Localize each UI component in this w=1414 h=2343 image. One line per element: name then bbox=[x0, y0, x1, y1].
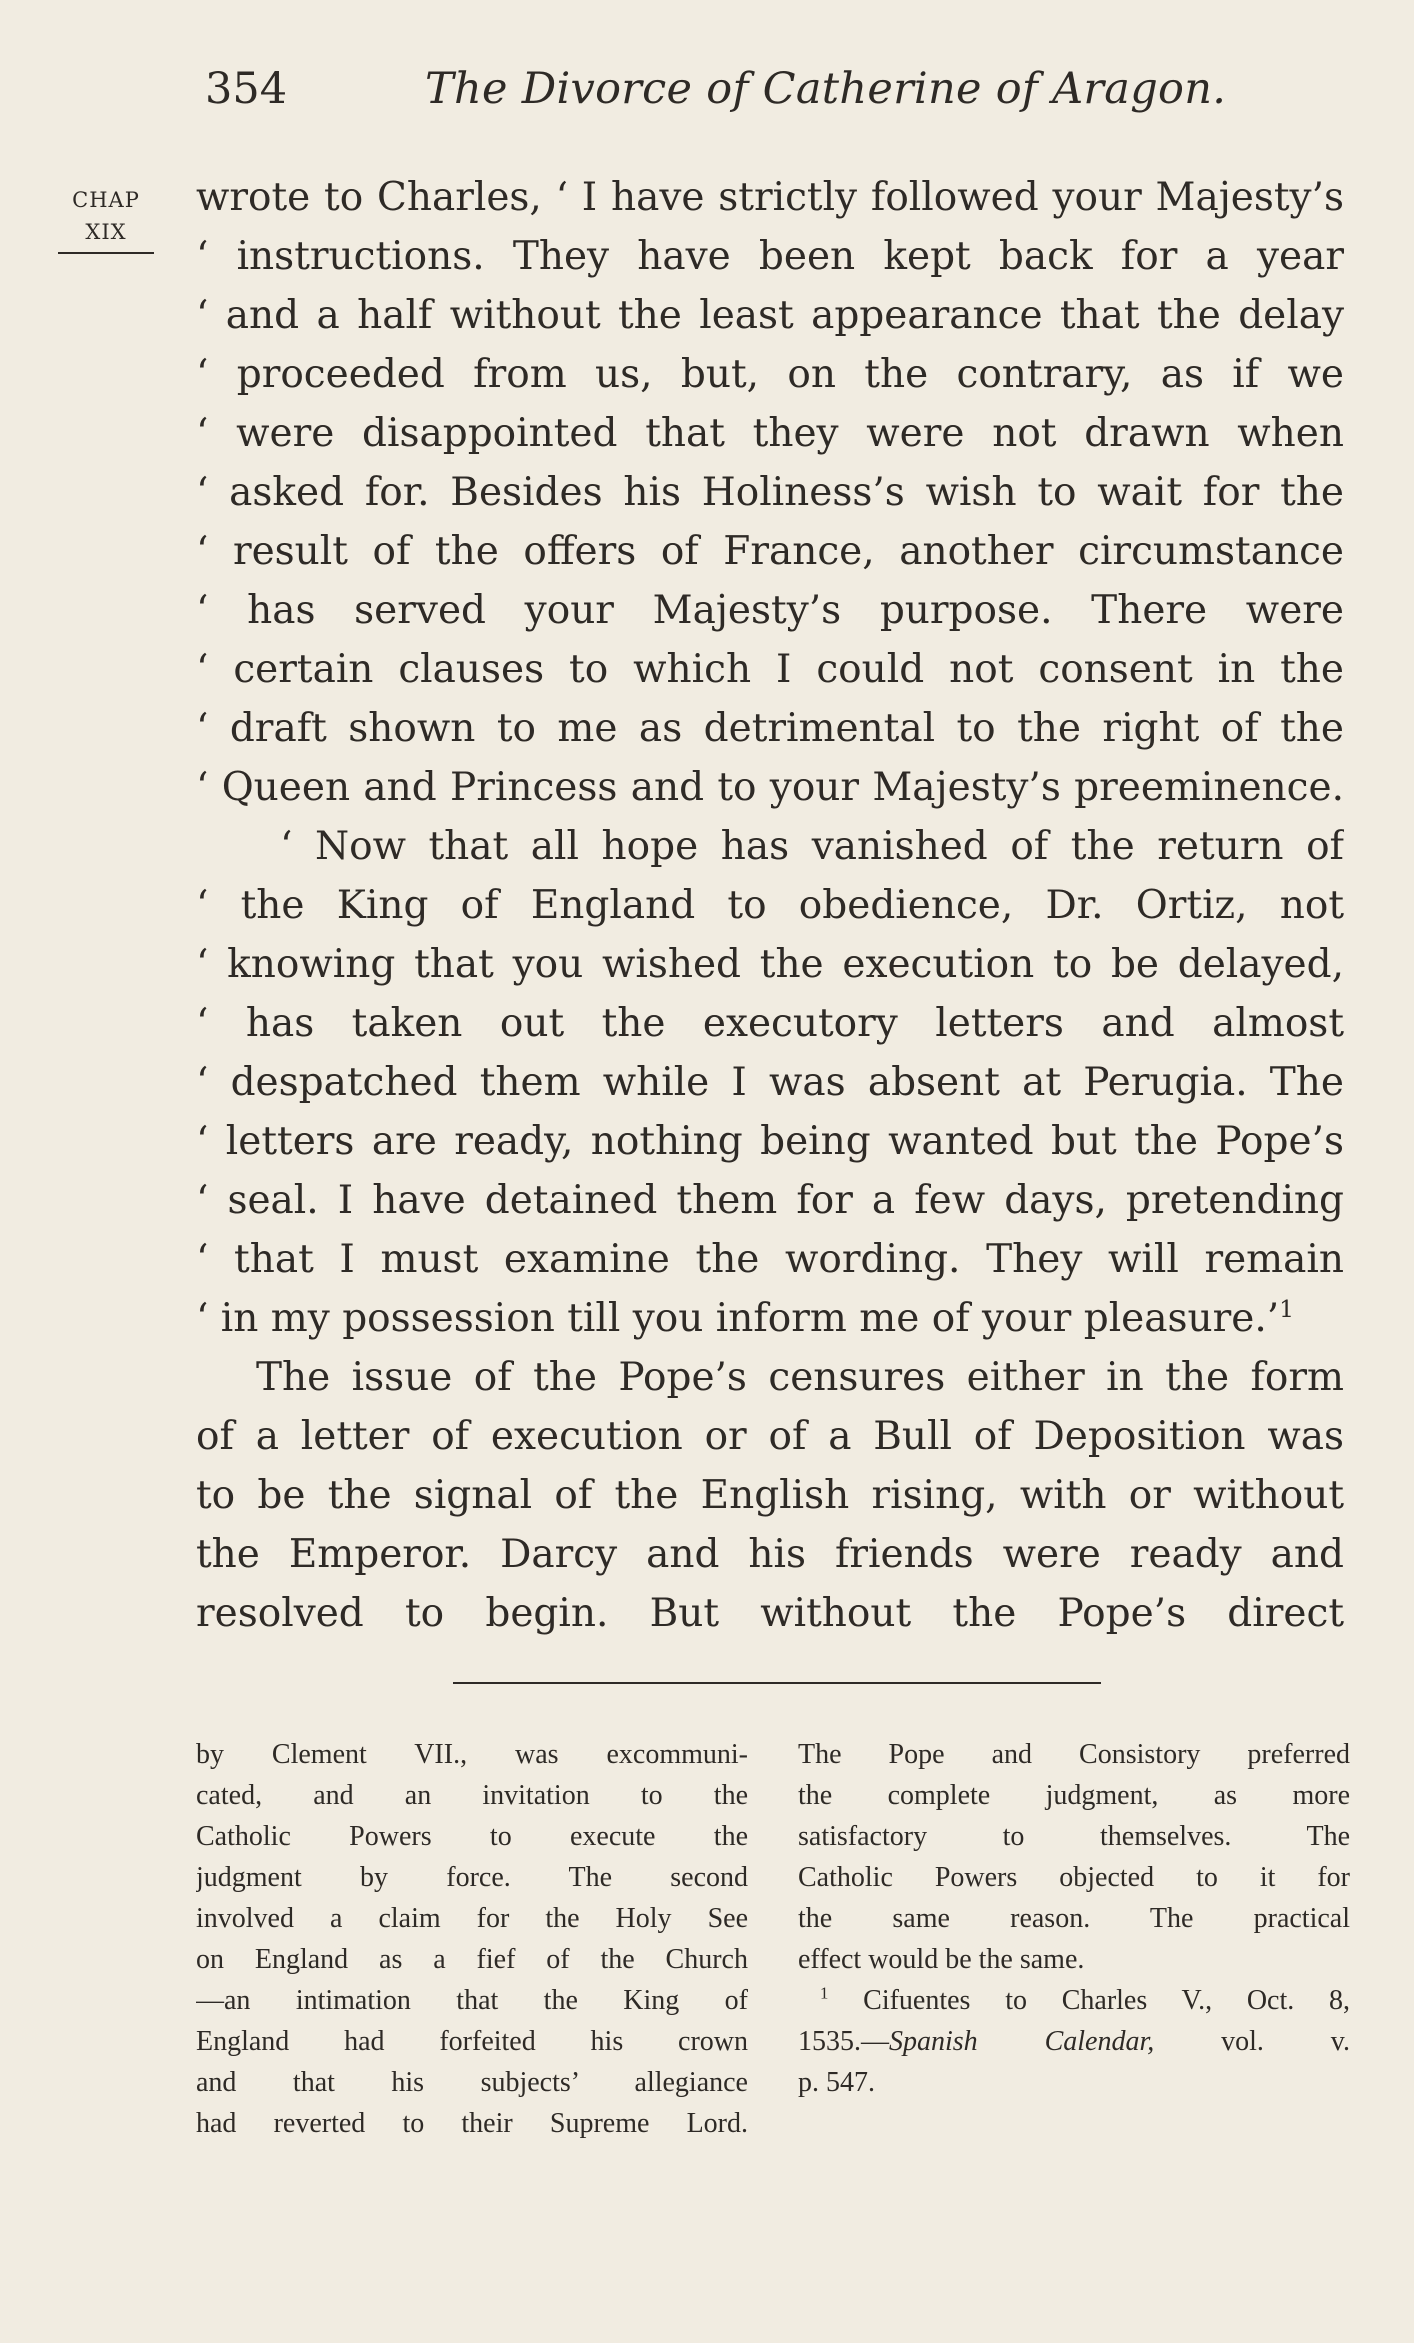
body-line-with-note bbox=[196, 1289, 1344, 1348]
footnote-line: cated, and an invitation to the bbox=[196, 1780, 748, 1811]
body-line: ‘ draft shown to me as detrimental to the right of the bbox=[196, 706, 1344, 751]
footnote-line: England had forfeited his crown bbox=[196, 2026, 748, 2057]
running-title: The Divorce of Catherine of Aragon. bbox=[425, 64, 1227, 114]
footnote-marker: 1 bbox=[820, 1983, 829, 2003]
body-line: ‘ Queen and Princess and to your Majesty’s preeminence. bbox=[196, 765, 1344, 810]
body-line: the Emperor. Darcy and his friends were ready and bbox=[196, 1532, 1344, 1577]
body-line: to be the signal of the English rising, with or without bbox=[196, 1473, 1344, 1518]
footnote-1-source-title: Spanish Calendar, bbox=[889, 2026, 1155, 2057]
page-header bbox=[205, 64, 1345, 134]
footnote-line: by Clement VII., was excommuni- bbox=[196, 1739, 748, 1770]
footnote-column-right bbox=[798, 1734, 1350, 2103]
chapter-rule bbox=[58, 252, 154, 254]
body-line: ‘ the King of England to obedience, Dr. Ortiz, not bbox=[196, 883, 1344, 928]
body-line: ‘ has served your Majesty’s purpose. There were bbox=[196, 588, 1344, 633]
footnote-line: and that his subjects’ allegiance bbox=[196, 2067, 748, 2098]
chapter-marker bbox=[56, 184, 156, 254]
footnote-1-year: 1535.— bbox=[798, 2026, 889, 2057]
body-line: ‘ in my possession till you inform me of your pleasure.’ bbox=[196, 1296, 1280, 1341]
footnote-line: Catholic Powers objected to it for bbox=[798, 1862, 1350, 1893]
footnote-line: Catholic Powers to execute the bbox=[196, 1821, 748, 1852]
body-line: ‘ were disappointed that they were not drawn when bbox=[196, 411, 1344, 456]
body-line: ‘ despatched them while I was absent at Perugia. The bbox=[196, 1060, 1344, 1105]
footnote-line: involved a claim for the Holy See bbox=[196, 1903, 748, 1934]
footnote-line: effect would be the same. bbox=[798, 1944, 1085, 1975]
footnote-line: judgment by force. The second bbox=[196, 1862, 748, 1893]
body-line: The issue of the Pope’s censures either in the form bbox=[256, 1355, 1344, 1400]
footnote-line: the same reason. The practical bbox=[798, 1903, 1350, 1934]
footnote-1-volume: vol. v. bbox=[1154, 2026, 1350, 2057]
body-line: ‘ letters are ready, nothing being wanted but the Pope’s bbox=[196, 1119, 1344, 1164]
footnote-1-line2 bbox=[798, 2021, 1350, 2062]
body-line: resolved to begin. But without the Pope’s direct bbox=[196, 1591, 1344, 1636]
chapter-label: CHAP bbox=[72, 188, 140, 212]
body-line: of a letter of execution or of a Bull of Deposition was bbox=[196, 1414, 1344, 1459]
body-line: ‘ proceeded from us, but, on the contrary, as if we bbox=[196, 352, 1344, 397]
footnote-column-left bbox=[196, 1734, 748, 2144]
footnote-1-line1: Cifuentes to Charles V., Oct. 8, bbox=[863, 1985, 1350, 2016]
footnote-divider bbox=[453, 1682, 1101, 1684]
body-line: ‘ certain clauses to which I could not consent in the bbox=[196, 647, 1344, 692]
body-line: ‘ that I must examine the wording. They will remain bbox=[196, 1237, 1344, 1282]
body-line: ‘ knowing that you wished the execution to be delayed, bbox=[196, 942, 1344, 987]
footnote-line: —an intimation that the King of bbox=[196, 1985, 748, 2016]
body-line: ‘ Now that all hope has vanished of the return of bbox=[280, 824, 1344, 869]
body-line: ‘ and a half without the least appearance that the delay bbox=[196, 293, 1344, 338]
footnote-1 bbox=[798, 1980, 1350, 2021]
footnote-reference: 1 bbox=[1279, 1295, 1295, 1323]
footnote-line: satisfactory to themselves. The bbox=[798, 1821, 1350, 1852]
chapter-number: XIX bbox=[85, 220, 127, 244]
body-line: ‘ seal. I have detained them for a few days, pretending bbox=[196, 1178, 1344, 1223]
footnote-line: the complete judgment, as more bbox=[798, 1780, 1350, 1811]
body-line: ‘ result of the offers of France, another circumstance bbox=[196, 529, 1344, 574]
body-text bbox=[196, 168, 1344, 1643]
footnote-1-line3: p. 547. bbox=[798, 2067, 875, 2098]
footnote-line: The Pope and Consistory preferred bbox=[798, 1739, 1350, 1770]
footnote-line: had reverted to their Supreme Lord. bbox=[196, 2108, 748, 2139]
body-line: ‘ has taken out the executory letters and almost bbox=[196, 1001, 1344, 1046]
body-line: ‘ asked for. Besides his Holiness’s wish to wait for the bbox=[196, 470, 1344, 515]
footnote-line: on England as a fief of the Church bbox=[196, 1944, 748, 1975]
page-number: 354 bbox=[205, 64, 288, 114]
body-line: ‘ instructions. They have been kept back for a year bbox=[196, 234, 1344, 279]
body-line: wrote to Charles, ‘ I have strictly followed your Majesty’s bbox=[196, 175, 1344, 220]
